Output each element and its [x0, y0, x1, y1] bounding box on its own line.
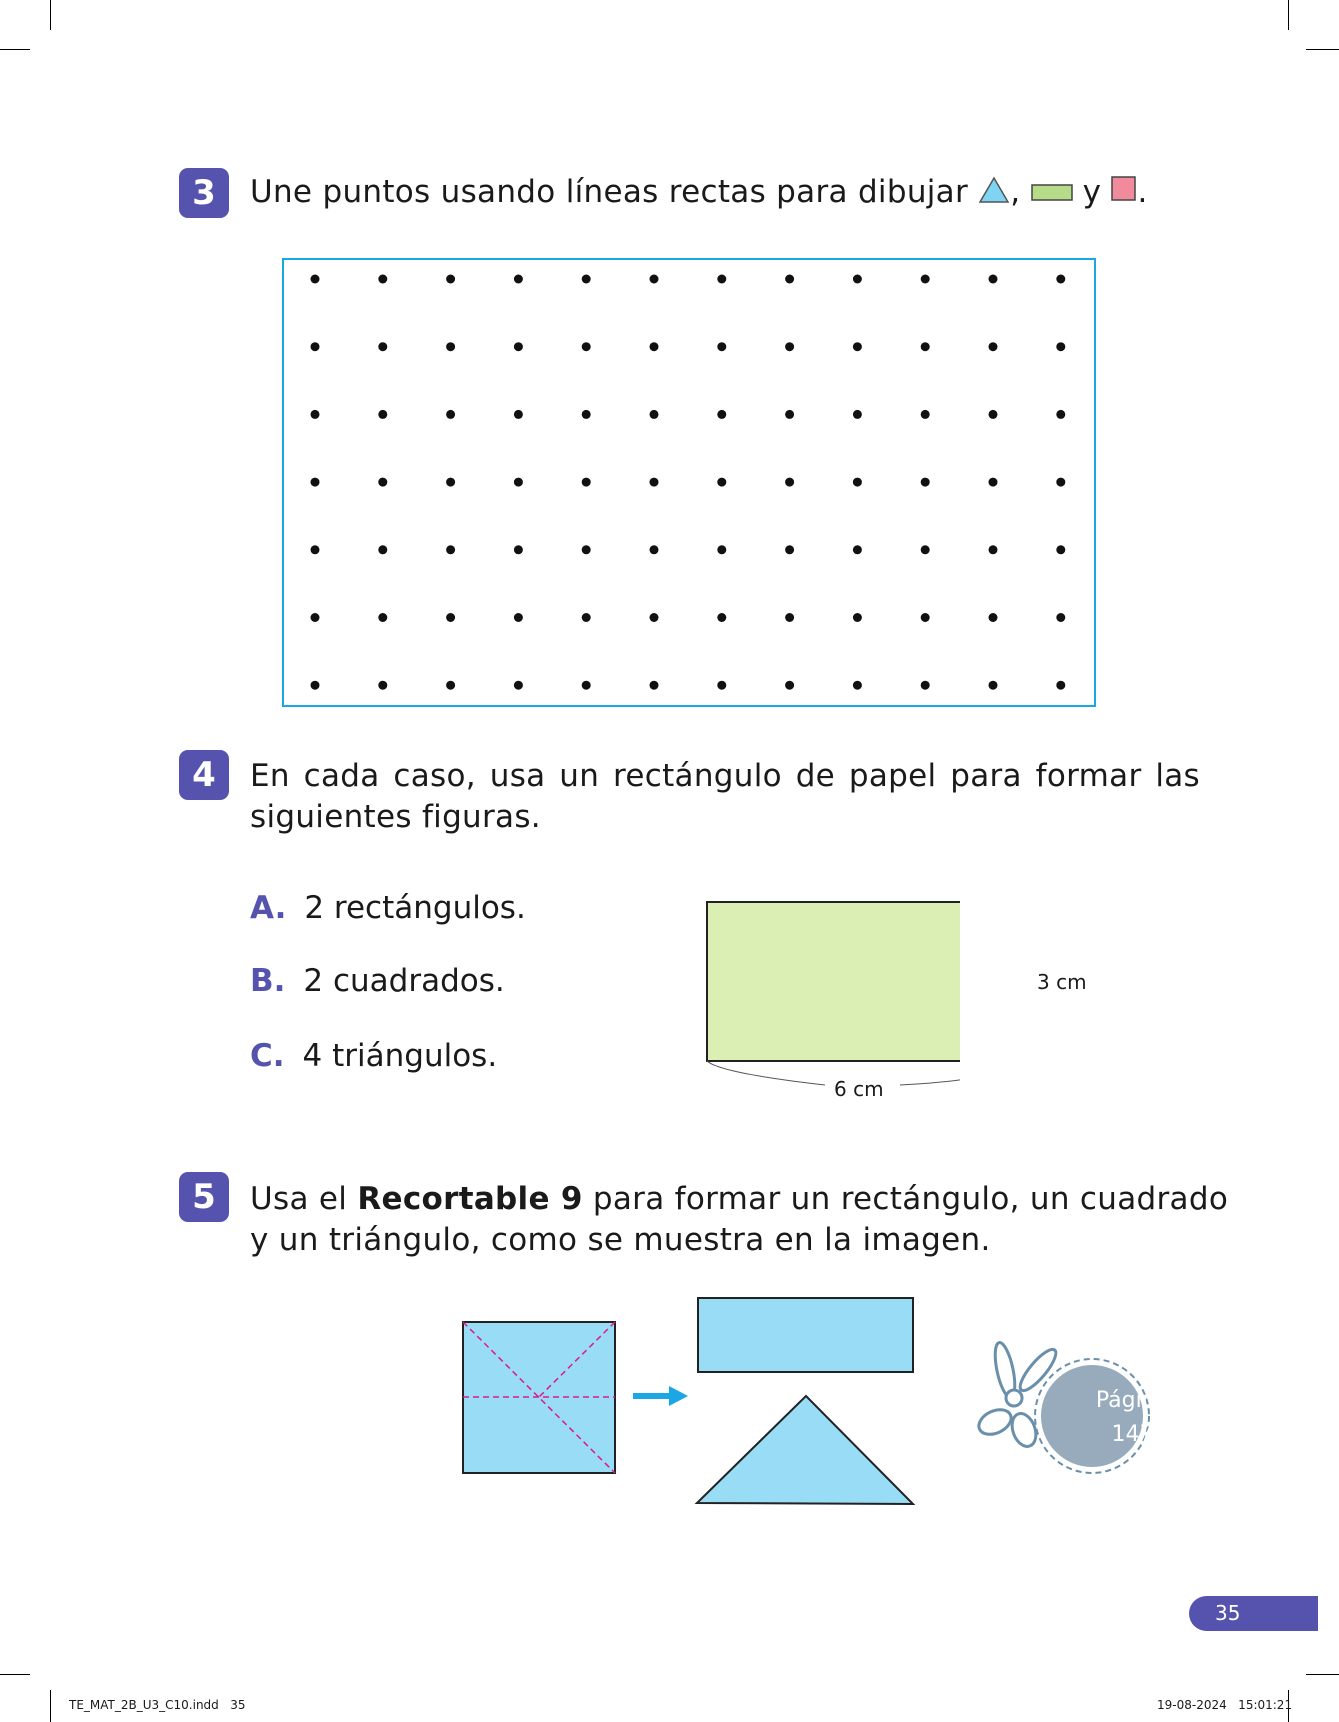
grid-dot[interactable]	[921, 342, 930, 351]
grid-dot[interactable]	[650, 681, 659, 690]
grid-dot[interactable]	[717, 545, 726, 554]
footer-filename: TE_MAT_2B_U3_C10.indd 35	[69, 1698, 246, 1712]
exercise-4-line1: En cada caso, usa un rectángulo de papel para formar las	[250, 758, 1200, 794]
crop-mark	[1288, 0, 1289, 30]
grid-dot[interactable]	[378, 410, 387, 419]
crop-mark	[1306, 49, 1339, 50]
grid-dot[interactable]	[378, 681, 387, 690]
grid-dot[interactable]	[921, 613, 930, 622]
grid-dot[interactable]	[311, 681, 320, 690]
grid-dot[interactable]	[1056, 681, 1065, 690]
grid-dot[interactable]	[989, 275, 998, 284]
triangle-icon	[978, 176, 1010, 204]
grid-dot[interactable]	[311, 613, 320, 622]
width-label: 6 cm	[834, 1077, 884, 1101]
grid-dot[interactable]	[853, 478, 862, 487]
grid-dot[interactable]	[446, 681, 455, 690]
result-rectangle	[698, 1298, 913, 1372]
option-text: 2 rectángulos.	[304, 890, 526, 926]
folded-square	[463, 1322, 615, 1473]
result-triangle	[697, 1396, 913, 1504]
grid-dot[interactable]	[582, 613, 591, 622]
grid-dot[interactable]	[582, 410, 591, 419]
grid-dot[interactable]	[378, 478, 387, 487]
grid-dot[interactable]	[582, 275, 591, 284]
grid-dot[interactable]	[514, 681, 523, 690]
badge-page-number: 147	[1111, 1422, 1154, 1447]
grid-dot[interactable]	[989, 342, 998, 351]
grid-dot[interactable]	[514, 342, 523, 351]
grid-dot[interactable]	[717, 275, 726, 284]
rectangle-icon	[1031, 182, 1073, 202]
paper-rectangle-diagram	[700, 895, 960, 1105]
grid-dot[interactable]	[785, 410, 794, 419]
grid-dot[interactable]	[446, 613, 455, 622]
grid-dot[interactable]	[989, 681, 998, 690]
option-a	[250, 890, 526, 926]
badge-word: Página	[1095, 1388, 1170, 1413]
grid-dot[interactable]	[378, 342, 387, 351]
dot-grid[interactable]	[282, 258, 1096, 707]
grid-dot[interactable]	[853, 342, 862, 351]
footer-timestamp: 19-08-2024 15:01:21	[1157, 1698, 1293, 1712]
exercise-5-line2: y un triángulo, como se muestra en la imagen.	[250, 1222, 991, 1258]
grid-dot[interactable]	[853, 545, 862, 554]
height-label: 3 cm	[1037, 970, 1087, 994]
exercise-number-badge: 3	[179, 168, 229, 218]
grid-dot[interactable]	[514, 410, 523, 419]
grid-dot[interactable]	[853, 410, 862, 419]
grid-dot[interactable]	[514, 275, 523, 284]
cutout-page-badge	[1075, 1384, 1190, 1452]
option-letter: C.	[250, 1038, 285, 1074]
grid-dot[interactable]	[717, 410, 726, 419]
crop-mark	[50, 1690, 51, 1722]
grid-dot[interactable]	[311, 545, 320, 554]
page-number: 35	[1189, 1596, 1318, 1631]
grid-dot[interactable]	[311, 275, 320, 284]
grid-dot[interactable]	[514, 478, 523, 487]
grid-dot[interactable]	[311, 410, 320, 419]
period: .	[1137, 174, 1148, 210]
grid-dot[interactable]	[650, 545, 659, 554]
grid-dot[interactable]	[785, 342, 794, 351]
grid-dot[interactable]	[514, 545, 523, 554]
arrow-right-icon	[633, 1386, 688, 1406]
grid-dot[interactable]	[717, 342, 726, 351]
text: para formar un rectángulo, un cuadrado	[582, 1181, 1229, 1217]
grid-dot[interactable]	[582, 342, 591, 351]
grid-dot[interactable]	[582, 478, 591, 487]
grid-dot[interactable]	[378, 613, 387, 622]
grid-dot[interactable]	[989, 478, 998, 487]
grid-dot[interactable]	[921, 275, 930, 284]
grid-dot[interactable]	[582, 545, 591, 554]
grid-dot[interactable]	[650, 478, 659, 487]
grid-dot[interactable]	[989, 410, 998, 419]
exercise-3-instruction	[250, 172, 1148, 213]
grid-dot[interactable]	[785, 613, 794, 622]
grid-dot[interactable]	[717, 681, 726, 690]
grid-dot[interactable]	[1056, 342, 1065, 351]
grid-dot[interactable]	[785, 681, 794, 690]
option-text: 4 triángulos.	[302, 1038, 498, 1074]
option-text: 2 cuadrados.	[303, 963, 505, 999]
grid-dot[interactable]	[514, 613, 523, 622]
text: Usa el	[250, 1181, 358, 1217]
grid-dot[interactable]	[853, 681, 862, 690]
crop-mark	[0, 49, 30, 50]
crop-mark	[0, 1674, 30, 1675]
grid-dot[interactable]	[378, 545, 387, 554]
grid-dot[interactable]	[785, 478, 794, 487]
grid-dot[interactable]	[921, 410, 930, 419]
option-letter: A.	[250, 890, 287, 926]
instruction-text: Une puntos usando líneas rectas para dibujar	[250, 174, 969, 210]
grid-dot[interactable]	[717, 613, 726, 622]
exercise-4-line2: siguientes figuras.	[250, 799, 541, 835]
grid-dot[interactable]	[853, 613, 862, 622]
grid-dot[interactable]	[650, 410, 659, 419]
comma: ,	[1010, 174, 1021, 210]
grid-dot[interactable]	[446, 545, 455, 554]
option-b	[250, 963, 505, 999]
grid-dot[interactable]	[650, 275, 659, 284]
grid-dot[interactable]	[446, 410, 455, 419]
grid-dot[interactable]	[650, 342, 659, 351]
square-icon	[1111, 176, 1137, 202]
grid-dot[interactable]	[989, 545, 998, 554]
grid-dot[interactable]	[446, 342, 455, 351]
grid-dot[interactable]	[1056, 613, 1065, 622]
grid-dot[interactable]	[921, 545, 930, 554]
grid-dot[interactable]	[1056, 478, 1065, 487]
crop-mark	[1306, 1674, 1339, 1675]
grid-dot[interactable]	[989, 613, 998, 622]
grid-dot[interactable]	[1056, 275, 1065, 284]
cutout-shapes-diagram	[455, 1290, 925, 1515]
grid-dot[interactable]	[378, 275, 387, 284]
grid-dot[interactable]	[650, 613, 659, 622]
exercise-5-line1	[250, 1179, 1228, 1220]
crop-mark	[50, 0, 51, 30]
option-c	[250, 1038, 497, 1074]
grid-dot[interactable]	[921, 681, 930, 690]
grid-dot[interactable]	[1056, 410, 1065, 419]
grid-dot[interactable]	[921, 478, 930, 487]
exercise-number-badge: 5	[179, 1172, 229, 1222]
recortable-reference: Recortable 9	[357, 1181, 583, 1217]
grid-dot[interactable]	[785, 275, 794, 284]
grid-dot[interactable]	[853, 275, 862, 284]
grid-dot[interactable]	[582, 681, 591, 690]
option-letter: B.	[250, 963, 286, 999]
grid-dot[interactable]	[446, 478, 455, 487]
grid-dot[interactable]	[311, 478, 320, 487]
grid-dot[interactable]	[785, 545, 794, 554]
exercise-number-badge: 4	[179, 750, 229, 800]
grid-dot[interactable]	[1056, 545, 1065, 554]
grid-dot[interactable]	[717, 478, 726, 487]
conjunction: y	[1082, 174, 1102, 210]
grid-dot[interactable]	[446, 275, 455, 284]
grid-dot[interactable]	[311, 342, 320, 351]
